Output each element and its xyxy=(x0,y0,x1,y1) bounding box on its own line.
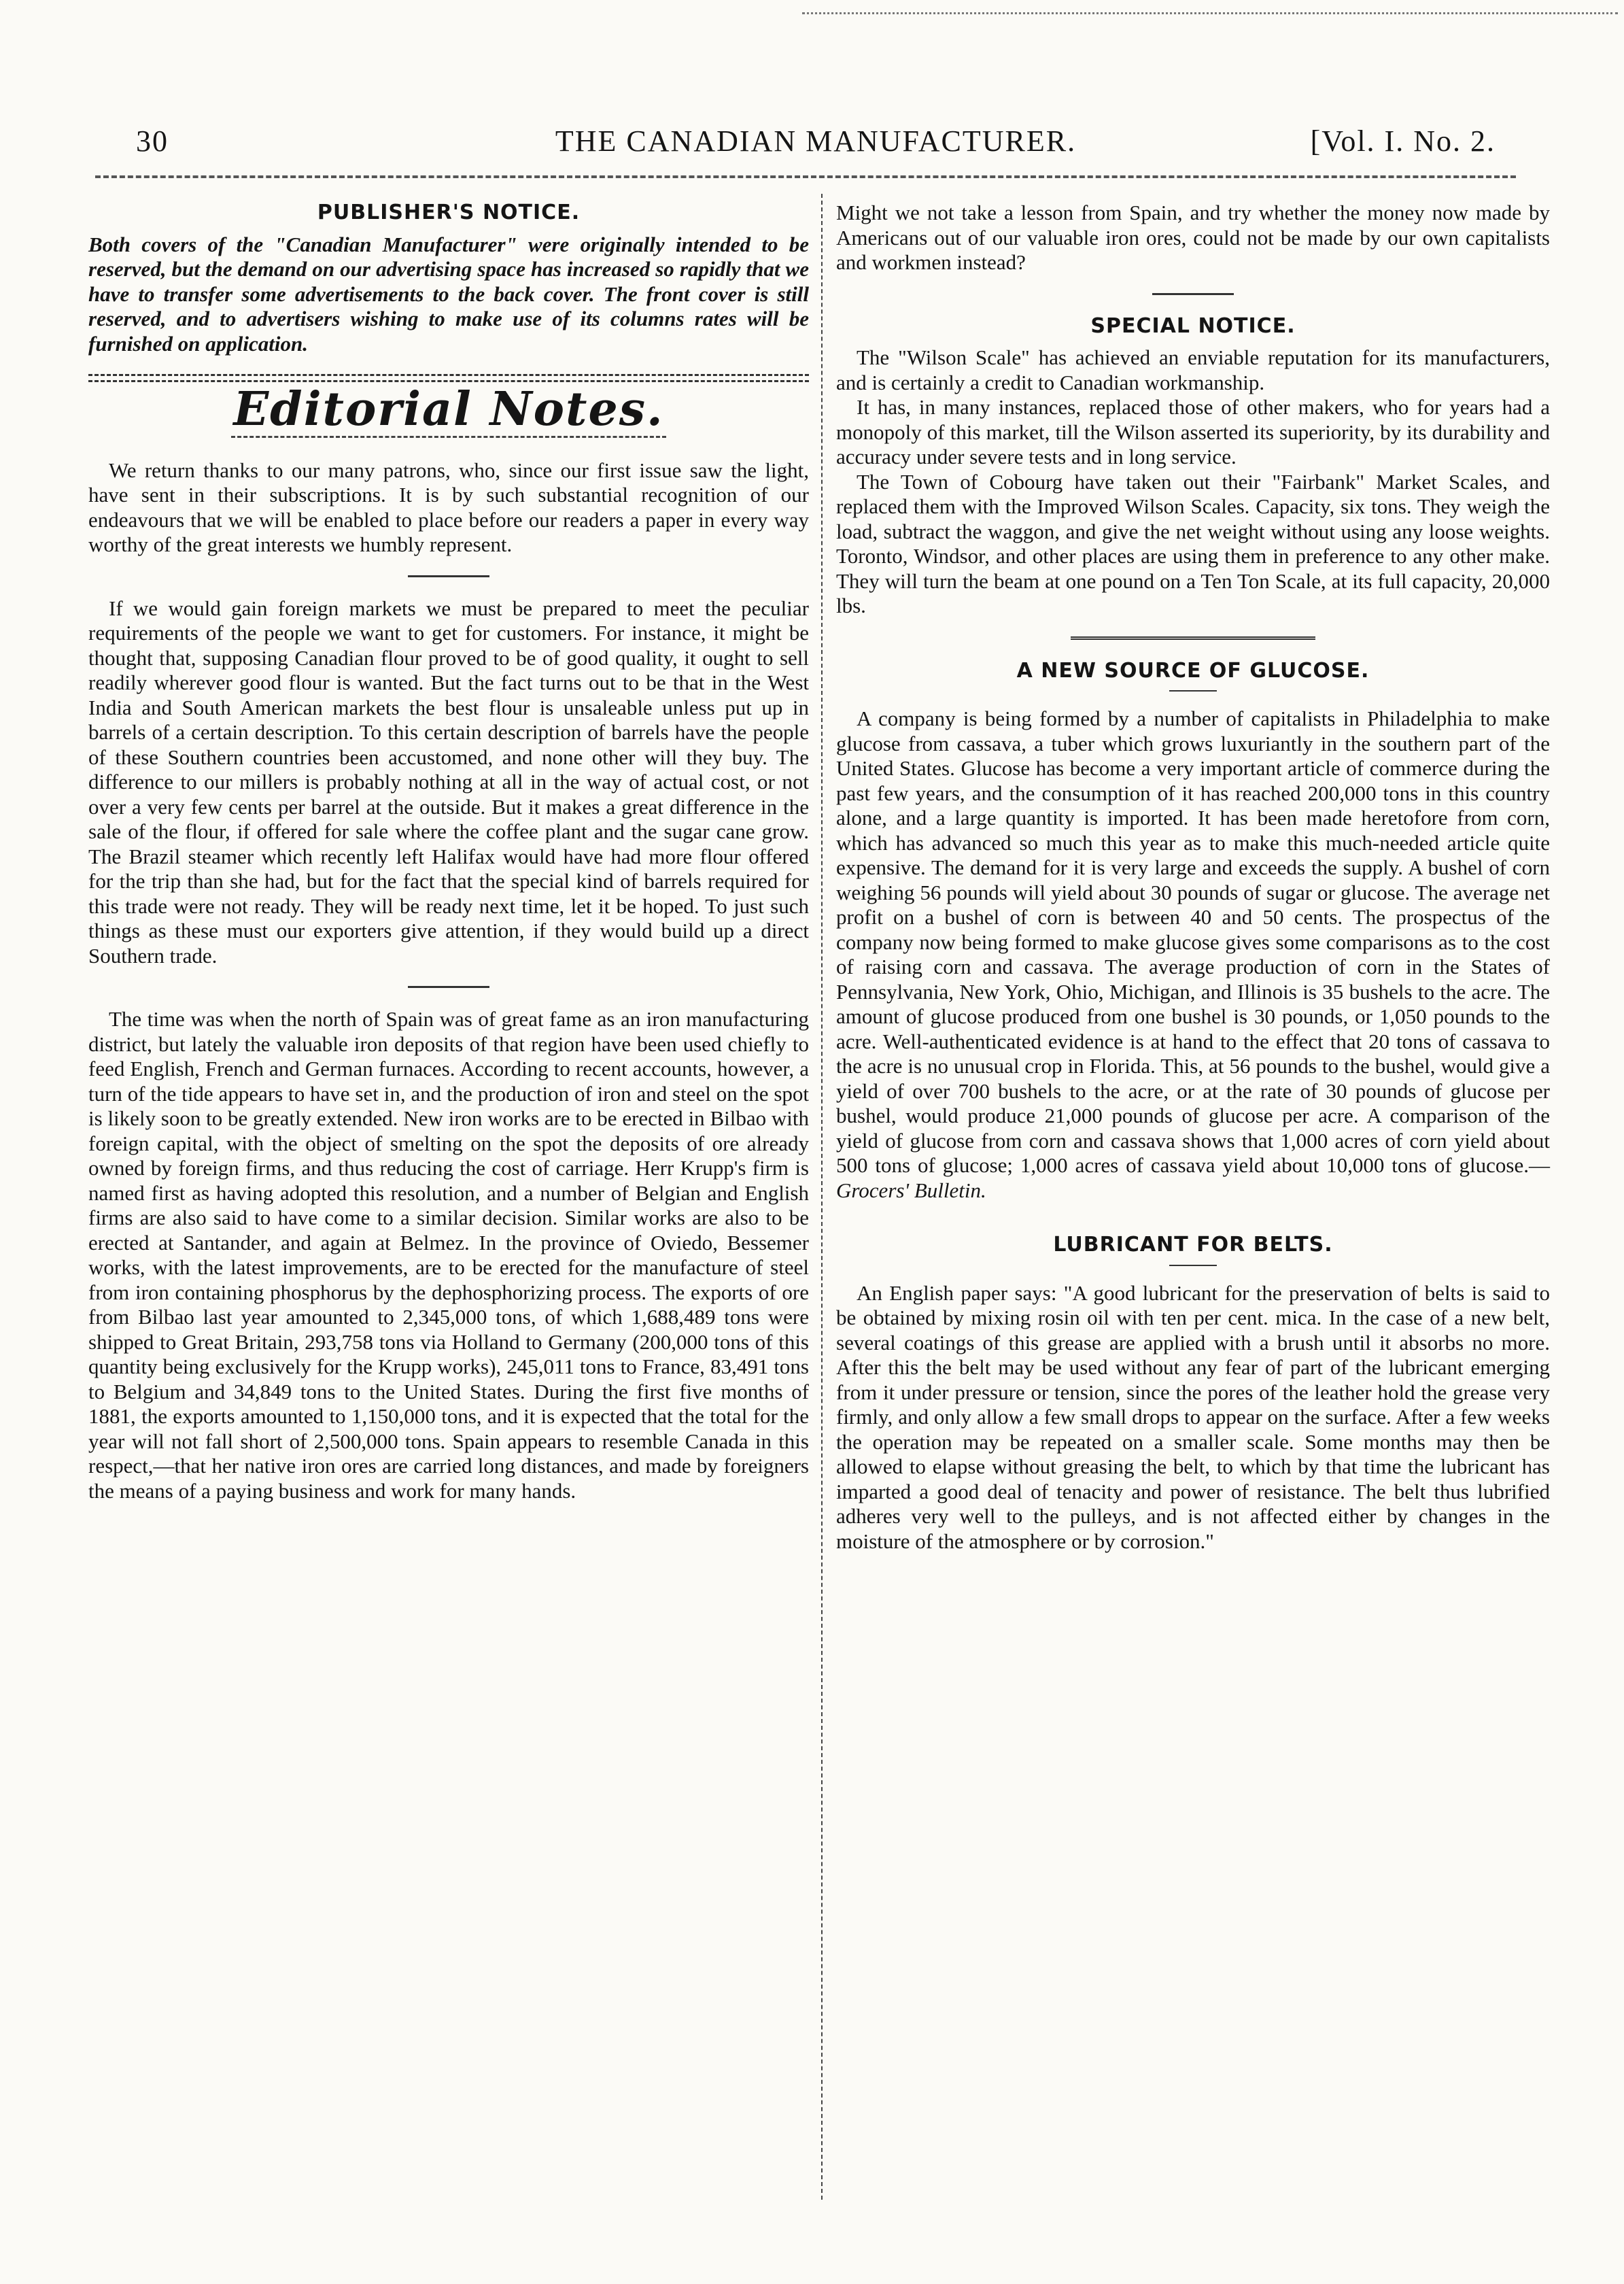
special-notice-paragraph: The "Wilson Scale" has achieved an enviable reputation for its manufacturers, and is certainly a credit to Canadian workmanship. xyxy=(836,345,1550,394)
lubricant-article-text: An English paper says: "A good lubricant for the preservation of belts is said to be obtained by mixing rosin oil with ten per cent. mica. In the case of a new belt, several coatings of this grease are applied with a brush until it absorbs no more. After this the belt may be used without any fear of part of the lubricant emerging from it under pressure or tension, since the pores of the leather hold the grease very firmly, and only allow a few small drops to appear on the surface. After a few weeks the operation may be repeated on a smaller scale. Some months may then be allowed to elapse without greasing the belt, to which by that time the lubricant has imparted a good deal of tenacity and power of resistance. The belt thus lubrified adheres very well to the pulleys, and is not affected either by changes in the moisture of the atmosphere or by corrosion." xyxy=(836,1280,1550,1553)
heading-underline xyxy=(1169,1265,1217,1266)
column-divider xyxy=(821,194,823,2200)
heading-underline xyxy=(1169,690,1217,692)
header-rule xyxy=(95,175,1516,178)
volume-number: [Vol. I. No. 2. xyxy=(1310,124,1496,158)
spacer xyxy=(836,1203,1550,1233)
top-edge-rule xyxy=(802,12,1618,14)
publisher-notice-heading: PUBLISHER'S NOTICE. xyxy=(317,201,581,224)
page-header xyxy=(136,116,1496,163)
continued-paragraph: Might we not take a lesson from Spain, and try whether the money now made by Americans out of our valuable iron ores, could not be made by our own capitalists and workmen instead? xyxy=(836,201,1550,274)
publication-title: THE CANADIAN MANUFACTURER. xyxy=(555,124,1077,158)
glucose-heading: A NEW SOURCE OF GLUCOSE. xyxy=(1016,658,1370,683)
glucose-article-text xyxy=(836,706,1550,1203)
right-column xyxy=(836,201,1550,1554)
editorial-paragraph: We return thanks to our many patrons, who, since our first issue saw the light, have sent in their subscriptions. It is by such substantial recognition of our endeavours that we will be enabled to place before our readers a paper in every way worthy of the great interests we humbly represent. xyxy=(88,458,809,556)
paragraph-divider xyxy=(408,575,489,577)
section-rule xyxy=(1071,636,1315,640)
section-rule xyxy=(88,374,809,382)
glucose-source: Grocers' Bulletin. xyxy=(836,1178,986,1202)
special-notice-paragraph: The Town of Cobourg have taken out their "Fairbank" Market Scales, and replaced them with the Improved Wilson Scales. Capacity, six tons. They weigh the load, subtract the waggon, and give the net weight without using any loose weights. Toronto, Windsor, and other places are using them in preference to any other make. They will turn the beam at one pound on a Ten Ton Scale, at its full capacity, 20,000 lbs. xyxy=(836,469,1550,617)
paragraph-divider xyxy=(408,986,489,988)
special-notice-paragraph: It has, in many instances, replaced those of other makers, who for years had a monopoly of this market, till the Wilson asserted its superiority, by its durability and accuracy under severe tests and in long service. xyxy=(836,395,1550,468)
left-column xyxy=(88,201,809,1503)
editorial-notes-heading: Editorial Notes. xyxy=(233,382,664,437)
special-notice-heading: SPECIAL NOTICE. xyxy=(1090,313,1296,338)
editorial-paragraph: If we would gain foreign markets we must be prepared to meet the peculiar requirements of the people we want to get for customers. For instance, it might be thought that, supposing Canadian flour proved to be of good quality, it ought to sell readily wherever good flour is wanted. But the fact turns out to be that in the West India and South American markets the best flour is unsaleable unless put up in barrels of a certain description. To this certain description of barrels have the people of these Southern countries been accustomed, and none other will they buy. The difference to our millers is probably nothing at all in the way of actual cost, or not over a very few cents per barrel at the outside. But it makes a great difference in the sale of the flour, if offered for sale where the coffee plant and the sugar cane grow. The Brazil steamer which recently left Halifax would have had more flour offered for the trip than she had, but for the fact that the special kind of barrels required for this trade were not ready. They will be ready next time, let it be hoped. To just such things as these must our exporters give attention, if they would build up a direct Southern trade. xyxy=(88,596,809,968)
page-number: 30 xyxy=(136,124,169,158)
lubricant-heading: LUBRICANT FOR BELTS. xyxy=(1053,1233,1333,1257)
publisher-notice-text: Both covers of the "Canadian Manufacturer" were originally intended to be reserved, but the demand on our advertising space has increased so rapidly that we have to transfer some advertisements to the back cover. The front cover is still reserved, and to advertisers wishing to make use of its columns rates will be furnished on application. xyxy=(88,232,809,356)
editorial-paragraph: The time was when the north of Spain was of great fame as an iron manufacturing district, but lately the valuable iron deposits of that region have been used chiefly to feed English, French and German furnaces. According to recent accounts, however, a turn of the tide appears to have set in, and the production of iron and steel on the spot is likely soon to be greatly extended. New iron works are to be erected in Bilbao with foreign capital, with the object of smelting on the spot the deposits of ore already owned by foreign firms, and thus reducing the cost of carriage. Herr Krupp's firm is named first as having adopted this resolution, and a number of Belgian and English firms are also said to have come to a similar decision. Similar works are also to be erected at Santander, and again at Belmez. In the province of Oviedo, Bessemer works, with the latest improvements, are to be erected for the manufacture of steel from iron containing phosphorus by the dephosphorizing process. The exports of ore from Bilbao last year amounted to 2,345,000 tons, of which 1,688,489 tons were shipped to Great Britain, 293,758 tons via Holland to Germany (200,000 tons of this quantity being exclusively for the Krupp works), 245,011 tons to France, 83,491 tons to Belgium and 34,849 tons to the United States. During the first five months of 1881, the exports amounted to 1,150,000 tons, and it is expected that the total for the year will not fall short of 2,500,000 tons. Spain appears to resemble Canada in this respect,—that her native iron ores are carried long distances, and made by foreigners the means of a paying business and work for many hands. xyxy=(88,1007,809,1503)
glucose-article-body: A company is being formed by a number of capitalists in Philadelphia to make glucose from cassava, a tuber which grows luxuriantly in the southern part of the United States. Glucose has become a very important article of commerce during the past few years, and the consumption of it has reached 200,000 tons in this country alone, and a large quantity is imported. It has been made heretofore from corn, which has advanced so much this year as to make this much-needed article quite expensive. The demand for it is very large and exceeds the supply. A bushel of corn weighing 56 pounds will yield about 30 pounds of sugar or glucose. The average net profit on a bushel of corn is between 40 and 50 cents. The prospectus of the company now being formed to make glucose gives some comparisons as to the cost of raising corn and cassava. The average production of corn in the States of Pennsylvania, New York, Ohio, Michigan, and Illinois is 35 bushels to the acre. The amount of glucose produced from one bushel is 30 pounds, or 1,050 pounds to the acre. Well-authenticated evidence is at hand to the effect that 20 tons of cassava to the acre is no unusual crop in Florida. This, at 56 pounds to the bushel, would give a yield of over 700 bushels to the acre, or at the rate of 30 pounds of glucose per bushel, would produce 21,000 pounds of glucose per acre. A comparison of the yield of glucose from corn and cassava shows that 1,000 acres of corn yield about 500 tons of glucose; 1,000 acres of cassava yield about 10,000 tons of glucose.— xyxy=(836,706,1550,1177)
paragraph-divider xyxy=(1152,293,1234,295)
